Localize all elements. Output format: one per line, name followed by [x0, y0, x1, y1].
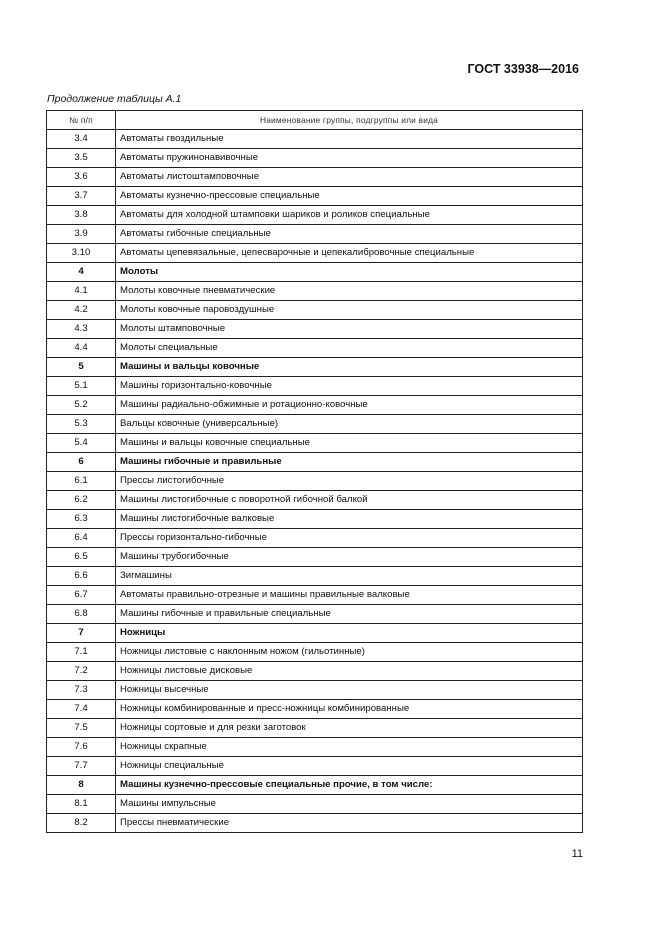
table-row: [47, 586, 583, 605]
row-name-cell: Прессы горизонтально-гибочные: [116, 529, 583, 548]
table-row: [47, 700, 583, 719]
document-code: ГОСТ 33938—2016: [467, 62, 579, 76]
row-number-cell: 7.6: [47, 738, 116, 757]
table-row: [47, 605, 583, 624]
row-number-cell: 6.6: [47, 567, 116, 586]
row-number-cell: 6.8: [47, 605, 116, 624]
table-row: [47, 187, 583, 206]
row-number-cell: 8: [47, 776, 116, 795]
table-row: [47, 662, 583, 681]
row-number-cell: 3.5: [47, 149, 116, 168]
row-name-cell: Автоматы кузнечно-прессовые специальные: [116, 187, 583, 206]
row-number-cell: 6.1: [47, 472, 116, 491]
column-header-name: Наименование группы, подгруппы или вида: [116, 111, 583, 130]
table-row: [47, 339, 583, 358]
row-name-cell: Ножницы сортовые и для резки заготовок: [116, 719, 583, 738]
row-number-cell: 6: [47, 453, 116, 472]
row-number-cell: 4.4: [47, 339, 116, 358]
row-name-cell: Автоматы листоштамповочные: [116, 168, 583, 187]
row-number-cell: 7.4: [47, 700, 116, 719]
row-name-cell: Ножницы специальные: [116, 757, 583, 776]
table-row: [47, 681, 583, 700]
table-group-row: [47, 776, 583, 795]
row-number-cell: 5.4: [47, 434, 116, 453]
row-number-cell: 4.1: [47, 282, 116, 301]
row-name-cell: Машины листогибочные с поворотной гибочной балкой: [116, 491, 583, 510]
table-row: [47, 301, 583, 320]
row-name-cell: Автоматы правильно-отрезные и машины правильные валковые: [116, 586, 583, 605]
row-name-cell: Молоты специальные: [116, 339, 583, 358]
table-row: [47, 738, 583, 757]
table-group-row: [47, 263, 583, 282]
row-name-cell: Ножницы скрапные: [116, 738, 583, 757]
row-number-cell: 6.7: [47, 586, 116, 605]
row-number-cell: 3.6: [47, 168, 116, 187]
table-row: [47, 320, 583, 339]
classification-table: [46, 110, 583, 833]
row-number-cell: 3.7: [47, 187, 116, 206]
table-group-row: [47, 453, 583, 472]
row-name-cell: Молоты штамповочные: [116, 320, 583, 339]
row-number-cell: 4: [47, 263, 116, 282]
row-number-cell: 6.2: [47, 491, 116, 510]
row-number-cell: 3.4: [47, 130, 116, 149]
table-row: [47, 529, 583, 548]
row-name-cell: Ножницы листовые с наклонным ножом (гильотинные): [116, 643, 583, 662]
row-name-cell: Зигмашины: [116, 567, 583, 586]
row-name-cell: Машины трубогибочные: [116, 548, 583, 567]
table-row: [47, 795, 583, 814]
table-row: [47, 130, 583, 149]
row-number-cell: 8.1: [47, 795, 116, 814]
row-number-cell: 3.9: [47, 225, 116, 244]
row-name-cell: Машины радиально-обжимные и ротационно-ковочные: [116, 396, 583, 415]
table-group-row: [47, 358, 583, 377]
row-name-cell: Машины гибочные и правильные: [116, 453, 583, 472]
row-number-cell: 7.5: [47, 719, 116, 738]
row-number-cell: 6.3: [47, 510, 116, 529]
table-row: [47, 510, 583, 529]
table-row: [47, 491, 583, 510]
row-name-cell: Автоматы гибочные специальные: [116, 225, 583, 244]
row-name-cell: Автоматы цепевязальные, цепесварочные и цепекалибровочные специальные: [116, 244, 583, 263]
page-number: 11: [571, 848, 583, 860]
row-number-cell: 6.4: [47, 529, 116, 548]
table-row: [47, 377, 583, 396]
row-name-cell: Ножницы высечные: [116, 681, 583, 700]
table-row: [47, 719, 583, 738]
row-number-cell: 5: [47, 358, 116, 377]
row-name-cell: Ножницы комбинированные и пресс-ножницы комбинированные: [116, 700, 583, 719]
table-row: [47, 415, 583, 434]
table-caption: Продолжение таблицы А.1: [47, 93, 182, 105]
table-row: [47, 643, 583, 662]
table-row: [47, 244, 583, 263]
row-number-cell: 4.3: [47, 320, 116, 339]
table-row: [47, 472, 583, 491]
row-name-cell: Машины кузнечно-прессовые специальные прочие, в том числе:: [116, 776, 583, 795]
table-row: [47, 282, 583, 301]
column-header-number: № п/п: [47, 111, 116, 130]
table-row: [47, 548, 583, 567]
row-name-cell: Ножницы листовые дисковые: [116, 662, 583, 681]
table-row: [47, 225, 583, 244]
row-number-cell: 7: [47, 624, 116, 643]
row-number-cell: 4.2: [47, 301, 116, 320]
table-row: [47, 567, 583, 586]
row-name-cell: Молоты ковочные паровоздушные: [116, 301, 583, 320]
row-number-cell: 7.2: [47, 662, 116, 681]
row-name-cell: Машины и вальцы ковочные специальные: [116, 434, 583, 453]
row-number-cell: 8.2: [47, 814, 116, 833]
row-number-cell: 5.1: [47, 377, 116, 396]
row-number-cell: 5.2: [47, 396, 116, 415]
row-name-cell: Автоматы для холодной штамповки шариков и роликов специальные: [116, 206, 583, 225]
row-name-cell: Машины листогибочные валковые: [116, 510, 583, 529]
row-name-cell: Прессы пневматические: [116, 814, 583, 833]
row-name-cell: Автоматы гвоздильные: [116, 130, 583, 149]
table-row: [47, 168, 583, 187]
row-name-cell: Молоты ковочные пневматические: [116, 282, 583, 301]
table-header-row: [47, 111, 583, 130]
row-number-cell: 3.10: [47, 244, 116, 263]
row-number-cell: 7.1: [47, 643, 116, 662]
row-name-cell: Вальцы ковочные (универсальные): [116, 415, 583, 434]
row-name-cell: Машины гибочные и правильные специальные: [116, 605, 583, 624]
table-row: [47, 149, 583, 168]
row-number-cell: 7.3: [47, 681, 116, 700]
table-row: [47, 814, 583, 833]
row-name-cell: Машины горизонтально-ковочные: [116, 377, 583, 396]
table-row: [47, 206, 583, 225]
row-name-cell: Автоматы пружинонавивочные: [116, 149, 583, 168]
row-name-cell: Машины импульсные: [116, 795, 583, 814]
table-row: [47, 396, 583, 415]
row-number-cell: 7.7: [47, 757, 116, 776]
row-number-cell: 5.3: [47, 415, 116, 434]
row-name-cell: Машины и вальцы ковочные: [116, 358, 583, 377]
row-number-cell: 6.5: [47, 548, 116, 567]
table-group-row: [47, 624, 583, 643]
row-number-cell: 3.8: [47, 206, 116, 225]
table-row: [47, 757, 583, 776]
table-body: [47, 130, 583, 833]
row-name-cell: Ножницы: [116, 624, 583, 643]
table-row: [47, 434, 583, 453]
row-name-cell: Прессы листогибочные: [116, 472, 583, 491]
row-name-cell: Молоты: [116, 263, 583, 282]
